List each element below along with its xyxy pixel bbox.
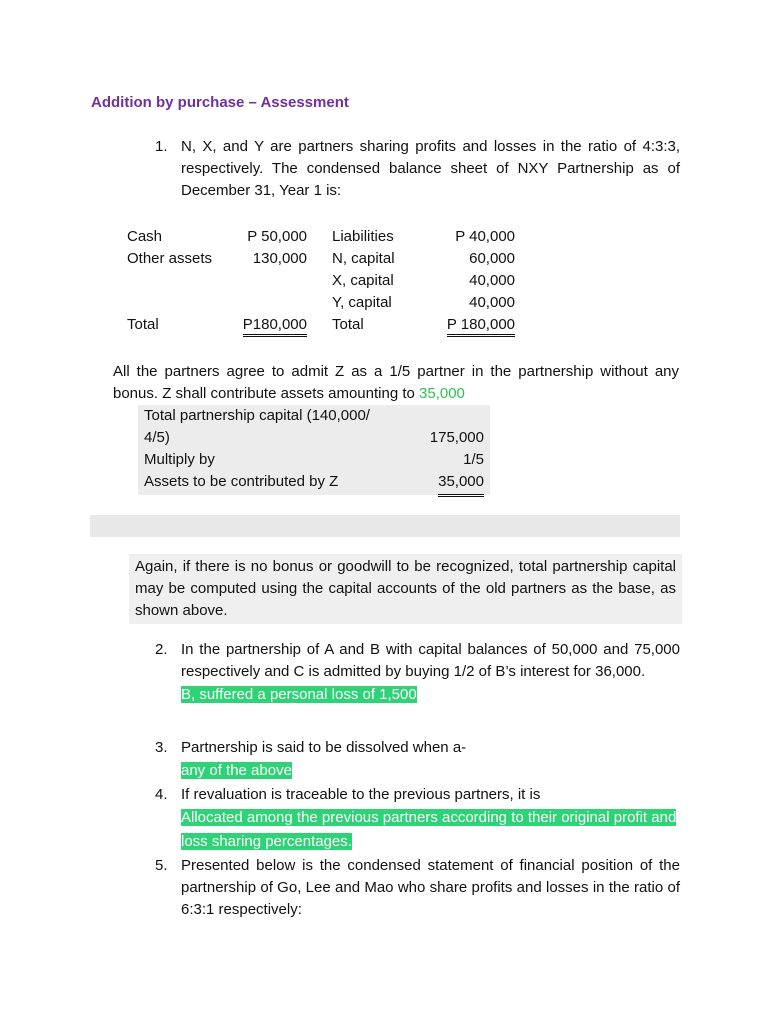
computation-label: Total partnership capital (140,000/ (144, 407, 370, 424)
question-number: 1. (155, 138, 168, 155)
question-number: 2. (155, 641, 168, 658)
computation-value: 175,000 (429, 429, 484, 446)
question-number: 3. (155, 739, 168, 756)
question-2 (156, 639, 680, 707)
asset-amount: P 50,000 (247, 228, 307, 245)
balance-sheet-row (0, 292, 768, 314)
answer-highlight: any of the above (181, 762, 292, 779)
question-text: N, X, and Y are partners sharing profits and losses in the ratio of 4:3:3, respectively. The condensed balance sheet of NXY Partnership as of December 31, Year 1 is: (181, 138, 680, 199)
explanation-note: Again, if there is no bonus or goodwill to be recognized, total partnership capital may be computed using the capital accounts of the old partners as the base, as shown above. (129, 554, 682, 624)
equity-amount: 40,000 (469, 272, 515, 289)
asset-amount: 130,000 (252, 250, 307, 267)
answer-text: 35,000 (419, 385, 465, 402)
answer-highlight: B, suffered a personal loss of 1,500 (181, 686, 417, 703)
computation-label: Multiply by (144, 451, 215, 468)
balance-sheet (0, 226, 768, 336)
question-text: Presented below is the condensed statement of financial position of the partnership of Go, Lee and Mao who share profits and losses in the ratio of 6:3:1 respectively: (181, 857, 680, 918)
equity-label: Liabilities (332, 228, 394, 245)
question-number: 5. (155, 857, 168, 874)
question-number: 4. (155, 786, 168, 803)
balance-sheet-total-row (0, 314, 768, 336)
computation-box (138, 405, 490, 495)
equity-amount: 40,000 (469, 294, 515, 311)
equity-label: Y, capital (332, 294, 392, 311)
computation-label: 4/5) (144, 429, 170, 446)
answer-highlight: Allocated among the previous partners according to their original profit and loss sharing percentages. (181, 809, 677, 850)
equity-label: N, capital (332, 250, 395, 267)
total-label: Total (127, 316, 159, 333)
total-equity: P 180,000 (447, 316, 515, 337)
balance-sheet-row (0, 270, 768, 292)
total-assets: P180,000 (243, 316, 307, 337)
computation-result: 35,000 (438, 471, 484, 497)
question-5 (156, 855, 680, 921)
balance-sheet-row (0, 248, 768, 270)
question-text: If revaluation is traceable to the previous partners, it is (181, 786, 541, 803)
equity-label: X, capital (332, 272, 394, 289)
question-text: Partnership is said to be dissolved when a- (181, 739, 467, 756)
asset-label: Other assets (127, 250, 213, 267)
admission-paragraph (113, 361, 679, 405)
computation-value: 1/5 (463, 451, 484, 468)
section-heading: Addition by purchase – Assessment (91, 94, 349, 111)
asset-label: Cash (127, 228, 163, 245)
question-4 (156, 784, 680, 854)
question-1 (156, 136, 680, 202)
paragraph-text: All the partners agree to admit Z as a 1/5 partner in the partnership without any bonus. Z shall contribute assets amounting to (113, 363, 679, 402)
total-label: Total (332, 316, 364, 333)
question-text: In the partnership of A and B with capital balances of 50,000 and 75,000 respectively and C is admitted by buying 1/2 of B’s interest for 36,000. (181, 641, 680, 680)
question-3 (156, 737, 680, 783)
balance-sheet-row (0, 226, 768, 248)
divider-bar (90, 515, 680, 537)
equity-amount: P 40,000 (455, 228, 515, 245)
computation-label: Assets to be contributed by Z (144, 473, 339, 490)
equity-amount: 60,000 (469, 250, 515, 267)
